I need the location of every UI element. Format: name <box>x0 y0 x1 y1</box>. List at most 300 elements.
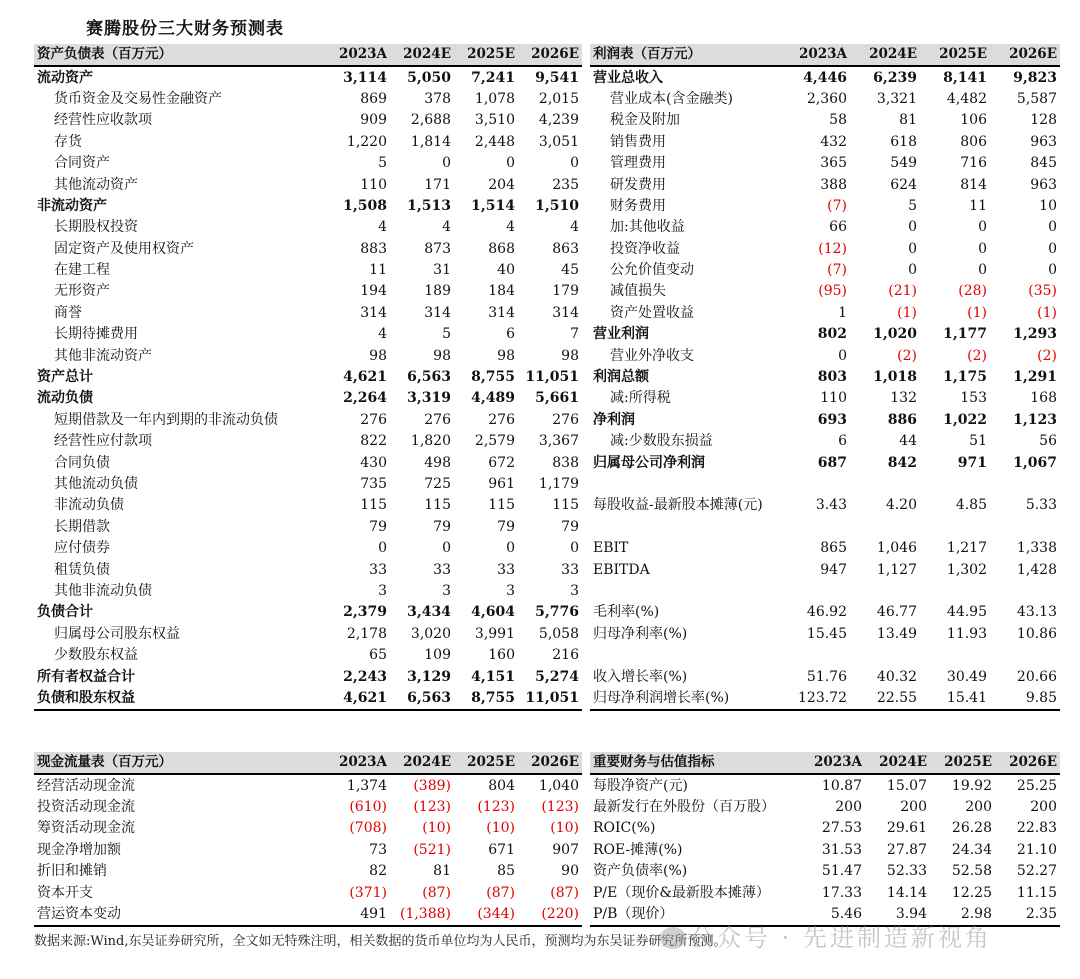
row-label: 归属母公司股东权益 <box>54 625 180 642</box>
value-cell: 838 <box>552 454 579 471</box>
value-cell: 276 <box>424 411 451 428</box>
row-label: 利润总额 <box>593 369 649 386</box>
value-cell: 4,604 <box>471 604 515 621</box>
row-label <box>590 645 780 666</box>
row-label: 现金净增加额 <box>37 841 121 858</box>
table-row <box>590 666 1060 687</box>
table-row <box>34 517 582 538</box>
table-header-row <box>34 44 582 66</box>
value-cell: 2,360 <box>806 90 847 107</box>
value-cell <box>990 474 1060 495</box>
value-cell: 46.92 <box>806 604 847 621</box>
value-cell: 56 <box>1039 433 1057 450</box>
value-cell: 432 <box>820 133 847 150</box>
row-label: 减:所得税 <box>610 390 671 407</box>
row-label: 在建工程 <box>54 262 110 279</box>
value-cell: 0 <box>978 240 987 257</box>
value-cell: 4,489 <box>471 390 515 407</box>
year-header: 2026E <box>990 44 1060 66</box>
row-label: 收入增长率(%) <box>593 668 688 685</box>
row-label: 归母净利率(%) <box>593 625 688 642</box>
value-cell: 8,755 <box>454 688 518 710</box>
value-cell: 90 <box>561 863 579 880</box>
row-label: 负债和股东权益 <box>34 688 326 710</box>
value-cell: 693 <box>817 411 847 428</box>
value-cell: 189 <box>424 283 451 300</box>
value-cell: 33 <box>561 561 579 578</box>
row-label: 非流动负债 <box>54 497 124 514</box>
value-cell: 58 <box>829 112 847 129</box>
table-row <box>34 217 582 238</box>
value-cell: 0 <box>908 240 917 257</box>
value-cell: 498 <box>424 454 451 471</box>
watermark <box>660 918 992 953</box>
value-cell: (2) <box>897 347 917 364</box>
table-row <box>590 345 1060 366</box>
value-cell: 235 <box>552 176 579 193</box>
value-cell: 22.83 <box>1016 820 1057 837</box>
table-row <box>34 774 582 796</box>
value-cell: 5,587 <box>1016 90 1057 107</box>
value-cell <box>990 645 1060 666</box>
table-row <box>34 559 582 580</box>
table-row <box>590 431 1060 452</box>
table-row <box>34 474 582 495</box>
table-row <box>34 153 582 174</box>
value-cell: 43.13 <box>1016 604 1057 621</box>
table-row <box>590 110 1060 131</box>
value-cell: 961 <box>488 476 515 492</box>
value-cell: 179 <box>552 283 579 300</box>
value-cell: 822 <box>360 433 387 450</box>
value-cell: 868 <box>488 240 515 257</box>
value-cell: 845 <box>1030 155 1057 172</box>
value-cell <box>780 474 850 495</box>
table-title: 利润表（百万元） <box>590 44 780 66</box>
year-header: 2024E <box>850 44 920 66</box>
value-cell: 132 <box>890 390 917 407</box>
value-cell: (35) <box>1028 283 1057 300</box>
valuation-metrics-table <box>590 752 1060 927</box>
value-cell: 21.10 <box>1016 841 1057 858</box>
value-cell: 3.43 <box>815 497 847 514</box>
value-cell: (610) <box>349 798 387 815</box>
value-cell: 11.15 <box>1016 884 1057 901</box>
value-cell: 171 <box>424 176 451 193</box>
value-cell: 886 <box>887 411 917 428</box>
value-cell: 1,338 <box>1016 540 1057 557</box>
row-label: 长期股权投资 <box>54 219 138 236</box>
value-cell: 0 <box>1048 262 1057 279</box>
value-cell: 128 <box>1030 112 1057 129</box>
table-row <box>34 452 582 473</box>
value-cell: 9.85 <box>990 688 1060 710</box>
table-row <box>34 431 582 452</box>
row-label: 净利润 <box>593 411 635 428</box>
value-cell: 716 <box>960 155 987 172</box>
value-cell: 5.33 <box>1025 497 1057 514</box>
value-cell: 81 <box>433 863 451 880</box>
value-cell: 873 <box>424 240 451 257</box>
value-cell: 4,621 <box>343 369 387 386</box>
value-cell: 4 <box>378 219 387 236</box>
value-cell: 5,058 <box>538 625 579 642</box>
table-row <box>34 645 582 666</box>
table-title: 现金流量表（百万元） <box>34 752 326 774</box>
value-cell: 725 <box>424 476 451 492</box>
table-row <box>590 538 1060 559</box>
page-title: 赛腾股份三大财务预测表 <box>86 19 284 39</box>
table-row <box>34 239 582 260</box>
value-cell: 5,050 <box>407 69 451 86</box>
value-cell: 51 <box>969 433 987 450</box>
row-label: 固定资产及使用权资产 <box>54 240 194 257</box>
value-cell: 15.41 <box>920 688 990 710</box>
value-cell: 33 <box>433 561 451 578</box>
row-label: 每股收益-最新股本摊薄(元) <box>593 497 763 514</box>
value-cell: 491 <box>326 904 390 926</box>
value-cell: (12) <box>818 240 847 257</box>
table-row <box>590 452 1060 473</box>
value-cell <box>850 645 920 666</box>
table-row <box>34 602 582 623</box>
table-row <box>590 861 1060 882</box>
value-cell: 0 <box>908 262 917 279</box>
value-cell: 1,302 <box>946 561 987 578</box>
value-cell: 865 <box>820 540 847 557</box>
value-cell: 863 <box>552 240 579 257</box>
value-cell: 7 <box>570 326 579 343</box>
value-cell: 3,991 <box>474 625 515 642</box>
value-cell: 153 <box>960 390 987 407</box>
value-cell: (123) <box>541 798 579 815</box>
row-label: 负债合计 <box>37 604 93 621</box>
table-row <box>34 66 582 88</box>
year-header: 2026E <box>995 752 1060 774</box>
value-cell: 2.35 <box>995 904 1060 926</box>
value-cell: 98 <box>497 347 515 364</box>
value-cell: 2,264 <box>343 390 387 407</box>
row-label: 非流动资产 <box>37 197 107 214</box>
income-statement-table <box>590 44 1060 711</box>
table-row <box>34 688 582 710</box>
value-cell: 79 <box>369 518 387 535</box>
year-header: 2025E <box>930 752 995 774</box>
value-cell: 4 <box>570 219 579 236</box>
value-cell: 806 <box>960 133 987 150</box>
value-cell: (123) <box>413 798 451 815</box>
value-cell: 3,319 <box>407 390 451 407</box>
value-cell: 11.93 <box>946 625 987 642</box>
value-cell: 51.76 <box>806 668 847 685</box>
value-cell: 314 <box>488 304 515 321</box>
value-cell: 2,243 <box>343 668 387 685</box>
value-cell: 814 <box>960 176 987 193</box>
value-cell: 1,374 <box>346 777 387 794</box>
table-row <box>590 260 1060 281</box>
row-label: 投资活动现金流 <box>37 798 135 815</box>
value-cell: 6,239 <box>873 69 917 86</box>
table-row <box>34 345 582 366</box>
table-row <box>590 517 1060 538</box>
year-header: 2025E <box>920 44 990 66</box>
value-cell: (1,388) <box>390 904 454 926</box>
table-row <box>590 132 1060 153</box>
value-cell: 25.25 <box>1016 777 1057 794</box>
table-row <box>590 581 1060 602</box>
row-label: 营业成本(含金融类) <box>610 90 733 107</box>
value-cell: 2,178 <box>346 625 387 642</box>
value-cell: 0 <box>506 155 515 172</box>
value-cell: 909 <box>360 112 387 129</box>
cash-flow-table <box>34 752 582 927</box>
value-cell: 1,291 <box>1013 369 1057 386</box>
year-header: 2023A <box>326 752 390 774</box>
table-row <box>590 324 1060 345</box>
value-cell: (521) <box>413 841 451 858</box>
value-cell: (371) <box>349 884 387 901</box>
row-label: 经营性应收款项 <box>54 112 152 129</box>
table-title: 重要财务与估值指标 <box>590 752 800 774</box>
value-cell: 1,018 <box>873 369 917 386</box>
table-row <box>34 495 582 516</box>
row-label: 流动负债 <box>37 390 93 407</box>
value-cell: 24.34 <box>951 841 992 858</box>
value-cell: 10 <box>1039 197 1057 214</box>
row-label: 无形资产 <box>54 283 110 300</box>
value-cell: 5,661 <box>535 390 579 407</box>
value-cell: 19.92 <box>951 777 992 794</box>
row-label: P/E（现价&最新股本摊薄） <box>593 884 770 901</box>
table-row <box>34 904 582 926</box>
value-cell <box>780 517 850 538</box>
row-label: 存货 <box>54 133 82 150</box>
value-cell: 5.46 <box>800 904 865 926</box>
value-cell: (708) <box>349 820 387 837</box>
value-cell: 1,022 <box>943 411 987 428</box>
row-label: 折旧和摊销 <box>37 863 107 880</box>
table-row <box>590 367 1060 388</box>
value-cell: (87) <box>422 884 451 901</box>
row-label: 商誉 <box>54 304 82 321</box>
table-row <box>590 196 1060 217</box>
value-cell: 31.53 <box>821 841 862 858</box>
table-row <box>34 303 582 324</box>
row-label: 长期待摊费用 <box>54 326 138 343</box>
row-label: 经营性应付款项 <box>54 433 152 450</box>
value-cell: 2,579 <box>474 433 515 450</box>
value-cell: 9,541 <box>535 69 579 86</box>
table-row <box>34 861 582 882</box>
year-header: 2023A <box>780 44 850 66</box>
value-cell: 1,293 <box>1013 326 1057 343</box>
table-row <box>34 367 582 388</box>
row-label: 减值损失 <box>610 283 666 300</box>
value-cell: 51.47 <box>821 863 862 880</box>
value-cell: 11 <box>369 262 387 279</box>
value-cell: 0 <box>1048 240 1057 257</box>
value-cell: 3,321 <box>876 90 917 107</box>
row-label: 应付债券 <box>54 540 110 557</box>
value-cell: 106 <box>960 112 987 129</box>
value-cell: (10) <box>422 820 451 837</box>
value-cell <box>920 645 990 666</box>
value-cell: (2) <box>967 347 987 364</box>
value-cell <box>920 517 990 538</box>
row-label: 流动资产 <box>37 69 93 86</box>
value-cell: 802 <box>817 326 847 343</box>
row-label: ROE-摊薄(%) <box>593 841 683 858</box>
row-label: 归母净利润增长率(%) <box>590 688 780 710</box>
table-row <box>590 797 1060 818</box>
value-cell: 200 <box>835 798 862 815</box>
value-cell: 1,078 <box>474 90 515 107</box>
value-cell: 168 <box>1030 390 1057 407</box>
value-cell: 82 <box>369 863 387 880</box>
value-cell: 618 <box>890 133 917 150</box>
value-cell: 0 <box>378 540 387 557</box>
table-row <box>34 410 582 431</box>
table-row <box>590 66 1060 88</box>
row-label <box>590 581 780 602</box>
value-cell: (1) <box>1037 304 1057 321</box>
row-label: 资产处置收益 <box>610 304 694 321</box>
value-cell: 160 <box>488 647 515 664</box>
value-cell: 115 <box>360 497 387 514</box>
table-row <box>34 666 582 687</box>
value-cell: 1,179 <box>538 476 579 492</box>
value-cell: 2,688 <box>410 112 451 129</box>
value-cell: 109 <box>424 647 451 664</box>
value-cell: 3,434 <box>407 604 451 621</box>
value-cell: 1,513 <box>407 197 451 214</box>
value-cell <box>850 581 920 602</box>
row-label: EBITDA <box>593 561 650 578</box>
value-cell: 963 <box>1030 133 1057 150</box>
value-cell: 79 <box>433 518 451 535</box>
table-row <box>590 602 1060 623</box>
value-cell: 200 <box>900 798 927 815</box>
value-cell: 216 <box>552 647 579 664</box>
value-cell: 907 <box>552 841 579 858</box>
value-cell: 735 <box>360 476 387 492</box>
row-label: ROIC(%) <box>593 820 656 837</box>
value-cell: 26.28 <box>951 820 992 837</box>
table-row <box>34 174 582 195</box>
table-row <box>590 882 1060 903</box>
row-label: 资本开支 <box>37 884 93 901</box>
row-label: 公允价值变动 <box>610 262 694 279</box>
value-cell: (344) <box>454 904 518 926</box>
value-cell: 9,823 <box>1013 69 1057 86</box>
value-cell: 1,127 <box>876 561 917 578</box>
value-cell: 15.07 <box>886 777 927 794</box>
value-cell: 0 <box>506 540 515 557</box>
row-label: 短期借款及一年内到期的非流动负债 <box>54 411 278 428</box>
value-cell: 30.49 <box>946 668 987 685</box>
value-cell: 1,428 <box>1016 561 1057 578</box>
value-cell: (95) <box>818 283 847 300</box>
value-cell: 79 <box>561 518 579 535</box>
table-row <box>34 281 582 302</box>
value-cell: 11 <box>969 197 987 214</box>
value-cell: 4.20 <box>885 497 917 514</box>
value-cell: 27.53 <box>821 820 862 837</box>
value-cell: 46.77 <box>876 604 917 621</box>
value-cell: 883 <box>360 240 387 257</box>
value-cell: 40 <box>497 262 515 279</box>
value-cell: 1,514 <box>471 197 515 214</box>
year-header: 2023A <box>326 44 390 66</box>
value-cell <box>920 581 990 602</box>
balance-sheet-table <box>34 44 582 711</box>
value-cell: 66 <box>829 219 847 236</box>
table-header-row <box>34 752 582 774</box>
table-header-row <box>590 752 1060 774</box>
table-header-row <box>590 44 1060 66</box>
value-cell <box>850 474 920 495</box>
value-cell: 549 <box>890 155 917 172</box>
row-label: 租赁负债 <box>54 561 110 578</box>
row-label: 销售费用 <box>610 133 666 150</box>
table-row <box>34 89 582 110</box>
year-header: 2026E <box>518 44 582 66</box>
table-row <box>590 239 1060 260</box>
year-header: 2024E <box>390 752 454 774</box>
value-cell: 184 <box>488 283 515 300</box>
value-cell: 20.66 <box>1016 668 1057 685</box>
table-row <box>34 260 582 281</box>
table-row <box>590 624 1060 645</box>
row-label: 合同资产 <box>54 155 110 172</box>
row-label: 少数股东权益 <box>54 647 138 664</box>
table-row <box>34 581 582 602</box>
row-label: 减:少数股东损益 <box>610 433 713 450</box>
value-cell: 4,482 <box>946 90 987 107</box>
value-cell: 45 <box>561 262 579 279</box>
value-cell: 2,379 <box>343 604 387 621</box>
value-cell: 52.27 <box>1016 863 1057 880</box>
value-cell: (1) <box>967 304 987 321</box>
value-cell <box>990 517 1060 538</box>
value-cell: 3 <box>442 582 451 599</box>
value-cell: 27.87 <box>886 841 927 858</box>
value-cell: 672 <box>488 454 515 471</box>
row-label <box>590 517 780 538</box>
row-label: 资产负债率(%) <box>593 863 688 880</box>
row-label: 其他流动负债 <box>54 476 138 492</box>
value-cell: 3,367 <box>538 433 579 450</box>
value-cell: 22.55 <box>850 688 920 710</box>
table-row <box>590 645 1060 666</box>
table-row <box>34 818 582 839</box>
row-label: 营业外净收支 <box>610 347 694 364</box>
value-cell: 687 <box>817 454 847 471</box>
value-cell: 79 <box>497 518 515 535</box>
value-cell: 0 <box>908 219 917 236</box>
value-cell: 11,051 <box>518 688 582 710</box>
row-label: 其他非流动负债 <box>54 582 152 599</box>
value-cell: 1,177 <box>943 326 987 343</box>
value-cell: 6 <box>506 326 515 343</box>
value-cell <box>920 474 990 495</box>
row-label: EBIT <box>593 540 629 557</box>
value-cell: 3,114 <box>343 69 387 86</box>
value-cell <box>780 645 850 666</box>
value-cell: 5 <box>908 197 917 214</box>
row-label: 所有者权益合计 <box>37 668 135 685</box>
value-cell: 85 <box>497 863 515 880</box>
